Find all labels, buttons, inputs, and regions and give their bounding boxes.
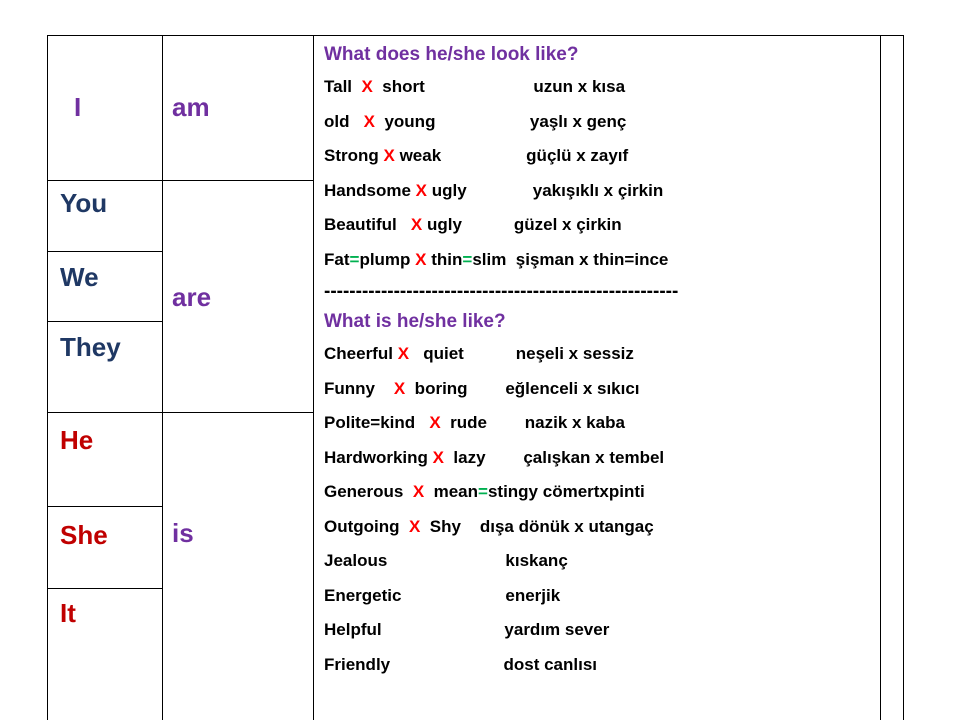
personality-row: Cheerful X quiet neşeli x sessiz (324, 344, 634, 363)
pronoun-he: He (60, 425, 94, 455)
table-divider-col2 (313, 35, 314, 720)
row-divider-4 (47, 412, 314, 413)
pronoun-it: It (60, 598, 76, 628)
section-separator: -------------------------------------------------------- (324, 281, 679, 302)
personality-row: Polite=kind X rude nazik x kaba (324, 413, 625, 432)
personality-row: Outgoing X Shy dışa dönük x utangaç (324, 516, 654, 536)
personality-row: Hardworking X lazy çalışkan x tembel (324, 447, 665, 467)
personality-heading: What is he/she like? (324, 311, 506, 332)
personality-list (324, 337, 874, 682)
appearance-row: Tall X short uzun x kısa (324, 77, 626, 96)
personality-row: Jealous kıskanç (324, 551, 568, 570)
personality-row: Generous X mean=stingy cömertxpinti (324, 482, 645, 501)
row-divider-2 (47, 251, 163, 252)
pronoun-i: I (74, 92, 82, 122)
table-divider-col3 (880, 35, 881, 720)
appearance-row: Handsome X ugly yakışıklı x çirkin (324, 180, 664, 200)
pronoun-she: She (60, 520, 108, 550)
row-divider-5 (47, 506, 163, 507)
personality-row: Friendly dost canlısı (324, 654, 598, 674)
personality-row: Energetic enerjik (324, 585, 561, 605)
row-divider-3 (47, 321, 163, 322)
appearance-row: Strong X weak güçlü x zayıf (324, 146, 629, 165)
verb-am: am (172, 92, 210, 122)
appearance-heading: What does he/she look like? (324, 44, 579, 65)
appearance-row: Fat=plump X thin=slim şişman x thin=ince (324, 249, 669, 269)
appearance-list (324, 70, 874, 277)
personality-row: Funny X boring eğlenceli x sıkıcı (324, 378, 640, 398)
row-divider-6 (47, 588, 163, 589)
table-border-right (903, 35, 904, 720)
pronoun-you: You (60, 188, 108, 218)
appearance-row: Beautiful X ugly güzel x çirkin (324, 215, 622, 234)
vocabulary-list (324, 40, 874, 682)
personality-row: Helpful yardım sever (324, 620, 610, 639)
pronoun-they: They (60, 332, 121, 362)
row-divider-1 (47, 180, 314, 181)
table-border-left (47, 35, 48, 720)
verb-is: is (172, 518, 194, 548)
table-divider-col1 (162, 35, 163, 720)
pronoun-we: We (60, 262, 99, 292)
table-border-top (47, 35, 904, 36)
verb-are: are (172, 282, 212, 312)
appearance-row: old X young yaşlı x genç (324, 111, 627, 131)
